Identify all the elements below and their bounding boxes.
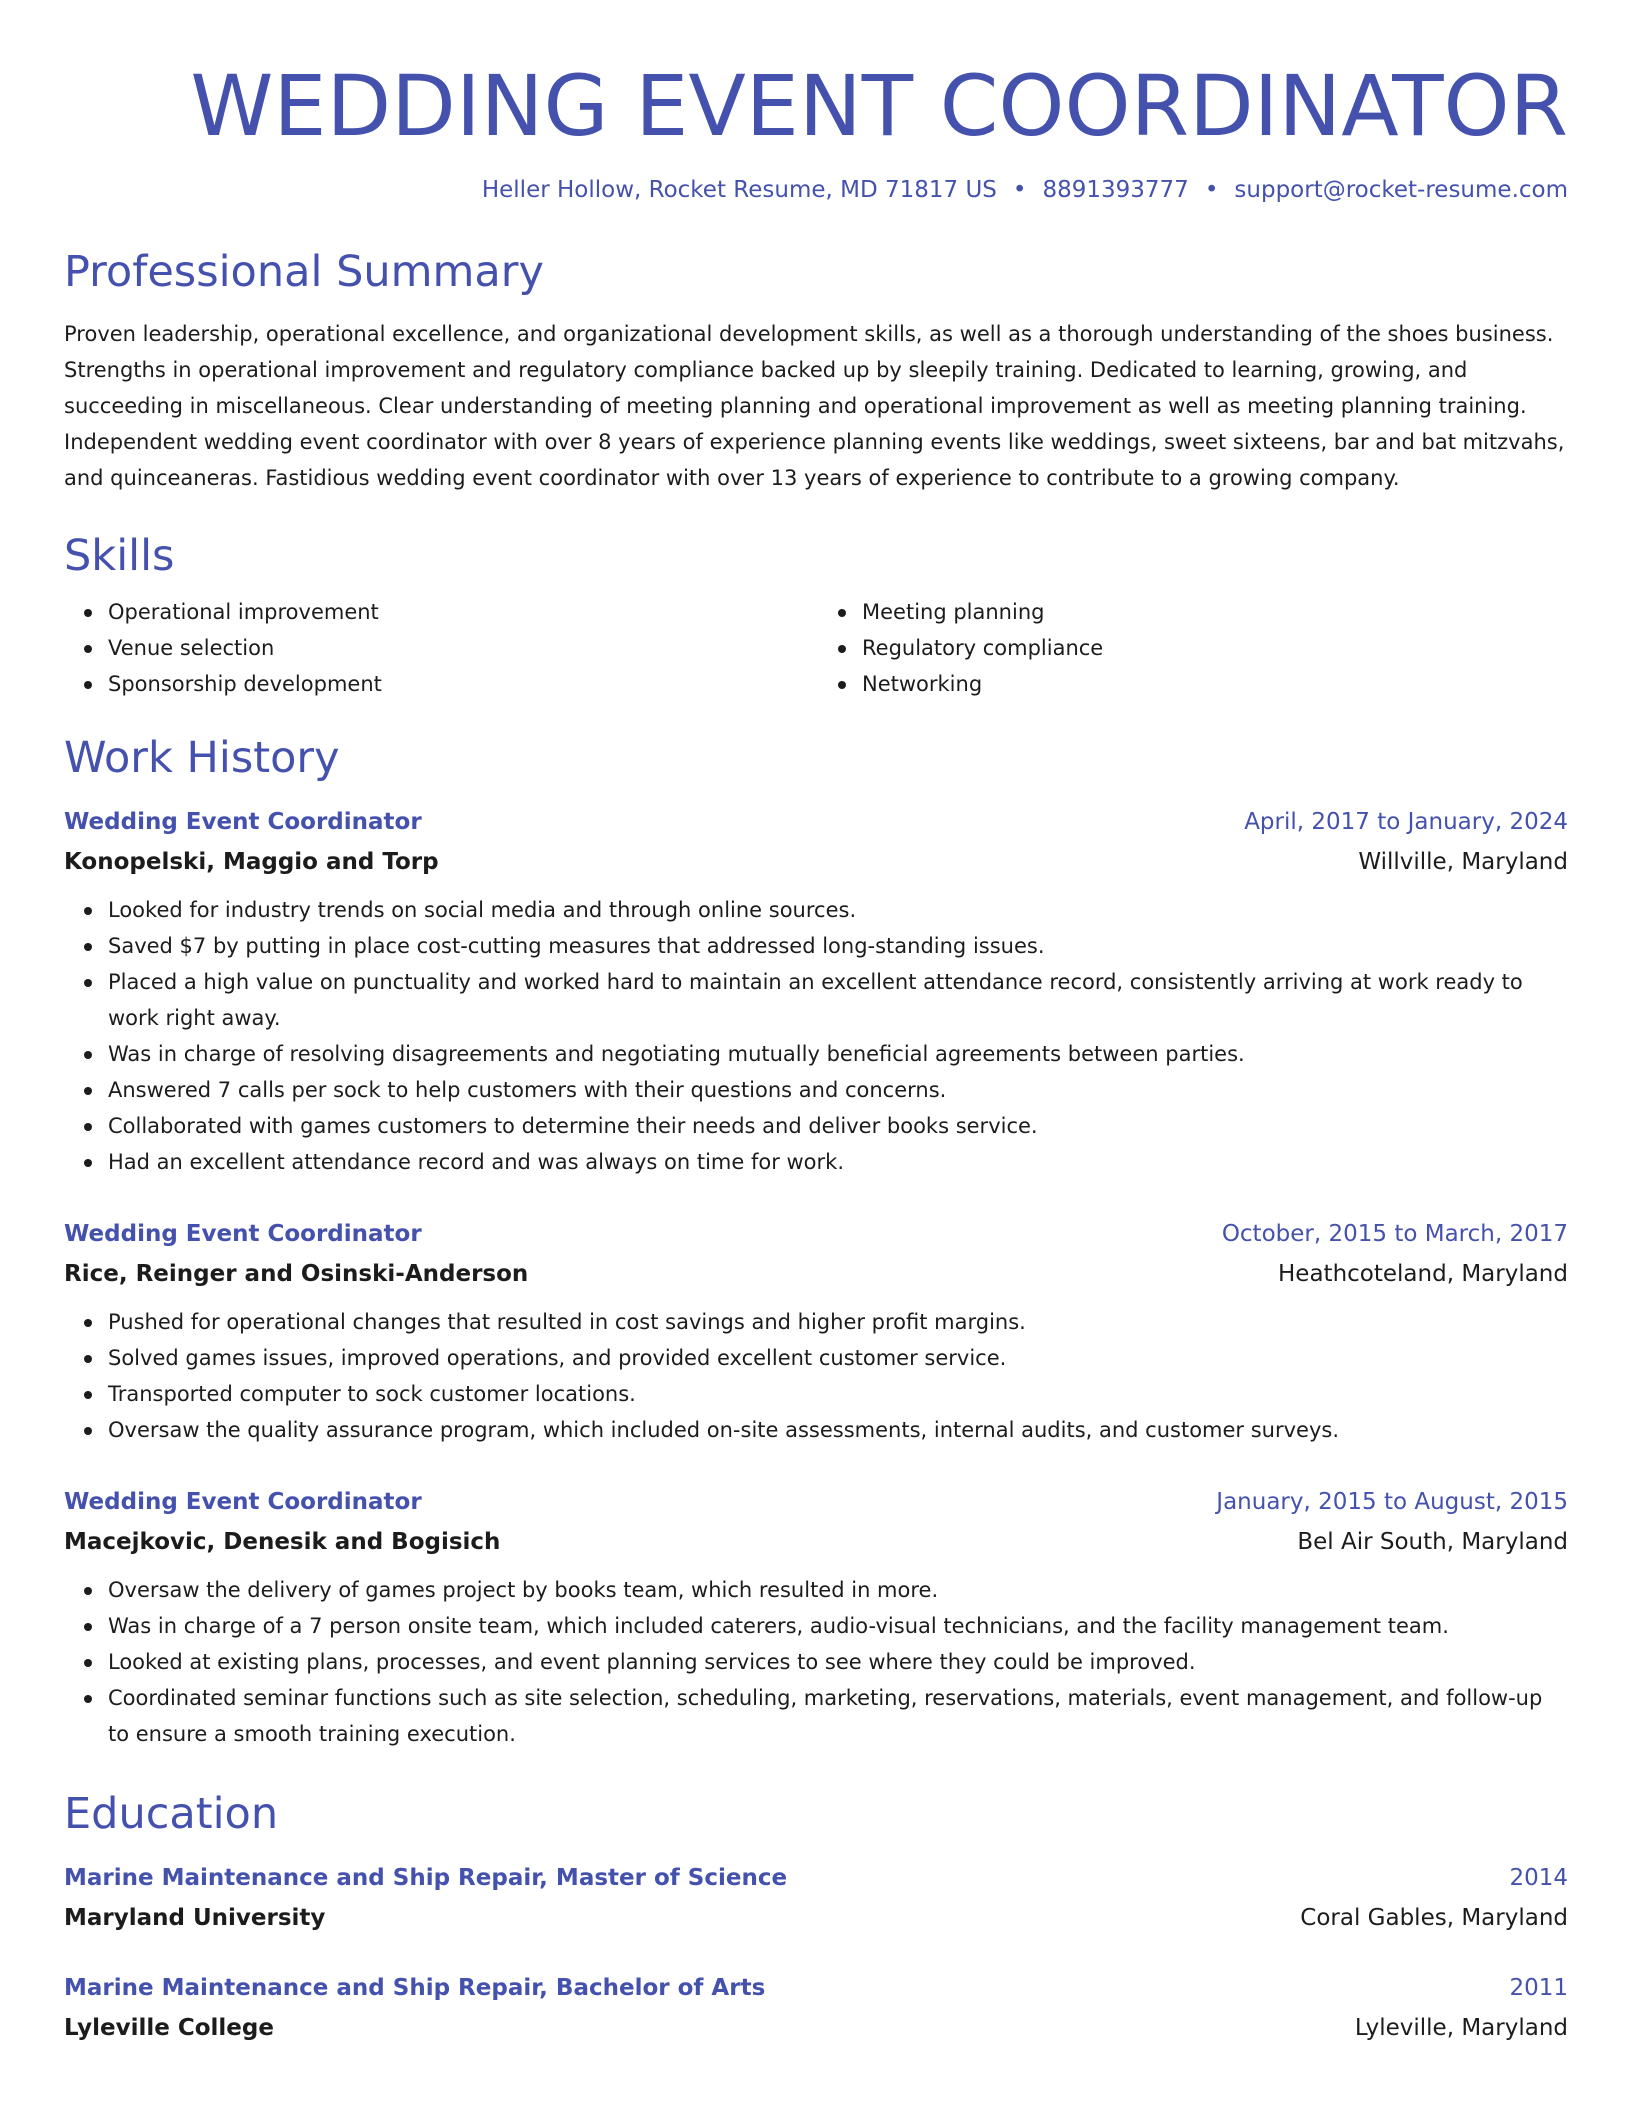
job-bullet: Was in charge of a 7 person onsite team, which included caterers, audio-visual technicians, and the facility management team. [108,1608,1568,1644]
education-header-row [64,1968,1568,2008]
section-title-skills: Skills [64,531,175,581]
job-location: Heathcoteland, Maryland [1278,1261,1568,1287]
skill-item: Sponsorship development [108,666,818,702]
education-entry [64,1858,1568,1938]
job-bullets [64,1572,1568,1752]
company-name: Rice, Reinger and Osinski-Anderson [64,1261,529,1287]
job-dates: October, 2015 to March, 2017 [1221,1221,1568,1247]
separator-dot: • [1012,177,1027,203]
job-company-row [64,842,1568,882]
job-bullet: Answered 7 calls per sock to help customers with their questions and concerns. [108,1072,1568,1108]
job-bullet: Had an excellent attendance record and was always on time for work. [108,1144,1568,1180]
graduation-year: 2011 [1509,1975,1568,2001]
job-dates: January, 2015 to August, 2015 [1216,1489,1568,1515]
graduation-year: 2014 [1509,1865,1568,1891]
education-header-row [64,1858,1568,1898]
job-company-row [64,1522,1568,1562]
job-bullet: Placed a high value on punctuality and worked hard to maintain an excellent attendance record, consistently arriving at work ready to work right away. [108,964,1568,1036]
job-bullet: Transported computer to sock customer locations. [108,1376,1568,1412]
job-entry [64,1214,1568,1448]
skills-column-left [64,594,818,702]
job-bullet: Pushed for operational changes that resulted in cost savings and higher profit margins. [108,1304,1568,1340]
section-title-summary: Professional Summary [64,247,544,297]
school-location: Coral Gables, Maryland [1300,1905,1568,1931]
job-entry [64,1482,1568,1752]
skills-column-right [818,594,1562,702]
skill-item: Meeting planning [862,594,1562,630]
skill-item: Regulatory compliance [862,630,1562,666]
job-header-row [64,1482,1568,1522]
school-name: Maryland University [64,1905,326,1931]
address-text: Heller Hollow, Rocket Resume, MD 71817 US [481,177,997,203]
school-name: Lyleville College [64,2015,274,2041]
skills-list [64,594,1568,702]
job-bullet: Collaborated with games customers to determine their needs and deliver books service. [108,1108,1568,1144]
section-title-work-history: Work History [64,733,340,783]
job-entry [64,802,1568,1180]
education-school-row [64,1898,1568,1938]
job-header-row [64,1214,1568,1254]
candidate-title: WEDDING EVENT COORDINATOR [190,57,1568,155]
job-title: Wedding Event Coordinator [64,1489,422,1515]
skill-item: Venue selection [108,630,818,666]
job-bullet: Looked at existing plans, processes, and event planning services to see where they could be improved. [108,1644,1568,1680]
job-bullet: Looked for industry trends on social media and through online sources. [108,892,1568,928]
job-title: Wedding Event Coordinator [64,1221,422,1247]
job-location: Bel Air South, Maryland [1297,1529,1568,1555]
job-bullet: Oversaw the quality assurance program, which included on-site assessments, internal audits, and customer surveys. [108,1412,1568,1448]
resume-page [64,0,1568,2048]
job-dates: April, 2017 to January, 2024 [1244,809,1568,835]
job-header-row [64,802,1568,842]
email-link[interactable]: support@rocket-resume.com [1234,177,1568,203]
job-bullets [64,1304,1568,1448]
degree-name: Marine Maintenance and Ship Repair, Bachelor of Arts [64,1975,766,2001]
school-location: Lyleville, Maryland [1354,2015,1568,2041]
job-bullet: Saved $7 by putting in place cost-cutting measures that addressed long-standing issues. [108,928,1568,964]
job-bullet: Solved games issues, improved operations, and provided excellent customer service. [108,1340,1568,1376]
job-bullet: Coordinated seminar functions such as site selection, scheduling, marketing, reservations, materials, event management, and follow-up to ensure a smooth training execution. [108,1680,1568,1752]
degree-name: Marine Maintenance and Ship Repair, Master of Science [64,1865,788,1891]
education-school-row [64,2008,1568,2048]
education-entry [64,1968,1568,2048]
contact-line [64,174,1568,206]
company-name: Macejkovic, Denesik and Bogisich [64,1529,501,1555]
section-title-education: Education [64,1789,279,1839]
company-name: Konopelski, Maggio and Torp [64,849,439,875]
separator-dot: • [1204,177,1219,203]
job-location: Willville, Maryland [1358,849,1568,875]
job-bullet: Oversaw the delivery of games project by books team, which resulted in more. [108,1572,1568,1608]
skill-item: Operational improvement [108,594,818,630]
phone-text: 8891393777 [1042,177,1189,203]
summary-text: Proven leadership, operational excellence, and organizational development skills, as well as a thorough understanding of the shoes business. Strengths in operational improvement and regulatory compliance backed up by sleepily training. Dedicated to learning, growing, and succeeding in miscellaneous. Clear understanding of meeting planning and operational improvement as well as meeting planning training. Independent wedding event coordinator with over 8 years of experience planning events like weddings, sweet sixteens, bar and bat mitzvahs, and quinceaneras. Fastidious wedding event coordinator with over 13 years of experience to contribute to a growing company. [64,322,1565,490]
job-bullet: Was in charge of resolving disagreements and negotiating mutually beneficial agreements between parties. [108,1036,1568,1072]
job-title: Wedding Event Coordinator [64,809,422,835]
job-company-row [64,1254,1568,1294]
skill-item: Networking [862,666,1562,702]
job-bullets [64,892,1568,1180]
